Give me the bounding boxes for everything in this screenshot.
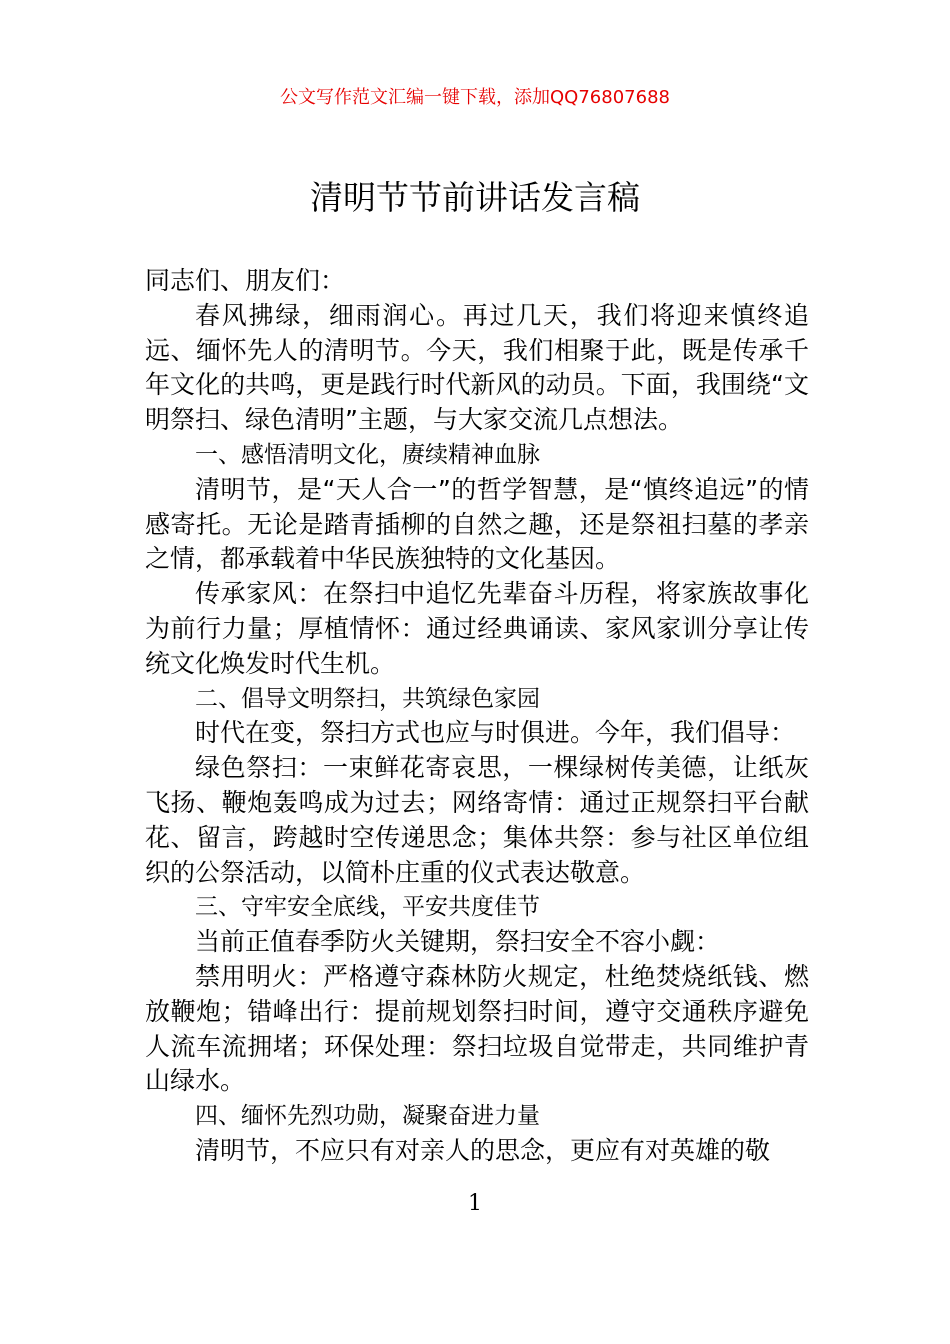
paragraph: 当前正值春季防火关键期，祭扫安全不容小觑：: [195, 927, 721, 957]
document-title: 清明节节前讲话发言稿: [310, 178, 640, 217]
paragraph: 传承家风：在祭扫中追忆先辈奋斗历程，将家族故事化为前行力量；厚植情怀：通过经典诵读、家风家训分享让传统文化焕发时代生机。: [145, 579, 809, 678]
paragraph-intro: 春风拂绿，细雨润心。再过几天，我们将迎来慎终追远、缅怀先人的清明节。今天，我们相聚于此，既是传承千年文化的共鸣，更是践行时代新风的动员。下面，我围绕“文明祭扫、绿色清明”主题，与大家交流几点想法。: [145, 300, 809, 435]
document-body: [145, 264, 809, 1169]
paragraph: 时代在变，祭扫方式也应与时俱进。今年，我们倡导：: [195, 718, 796, 748]
paragraph: 清明节，不应只有对亲人的思念，更应有对英雄的敬: [195, 1135, 771, 1165]
paragraph: 禁用明火：严格遵守森林防火规定，杜绝焚烧纸钱、燃放鞭炮；错峰出行：提前规划祭扫时间，遵守交通秩序避免人流车流拥堵；环保处理：祭扫垃圾自觉带走，共同维护青山绿水。: [145, 961, 809, 1096]
section-heading-3: 三、守牢安全底线，平安共度佳节: [195, 894, 540, 921]
page-number: 1: [468, 1191, 482, 1216]
salutation: 同志们、朋友们：: [145, 266, 346, 295]
section-heading-2: 二、倡导文明祭扫，共筑绿色家园: [195, 685, 540, 712]
section-heading-1: 一、感悟清明文化，赓续精神血脉: [195, 441, 540, 468]
paragraph: 清明节，是“天人合一”的哲学智慧，是“慎终追远”的情感寄托。无论是踏青插柳的自然之趣，还是祭祖扫墓的孝亲之情，都承载着中华民族独特的文化基因。: [145, 474, 809, 574]
header-note: 公文写作范文汇编一键下载，添加QQ76807688: [280, 87, 670, 108]
paragraph: 绿色祭扫：一束鲜花寄哀思，一棵绿树传美德，让纸灰飞扬、鞭炮轰鸣成为过去；网络寄情：通过正规祭扫平台献花、留言，跨越时空传递思念；集体共祭：参与社区单位组织的公祭活动，以简朴庄重的仪式表达敬意。: [145, 753, 809, 887]
section-heading-4: 四、缅怀先烈功勋，凝聚奋进力量: [195, 1103, 540, 1130]
